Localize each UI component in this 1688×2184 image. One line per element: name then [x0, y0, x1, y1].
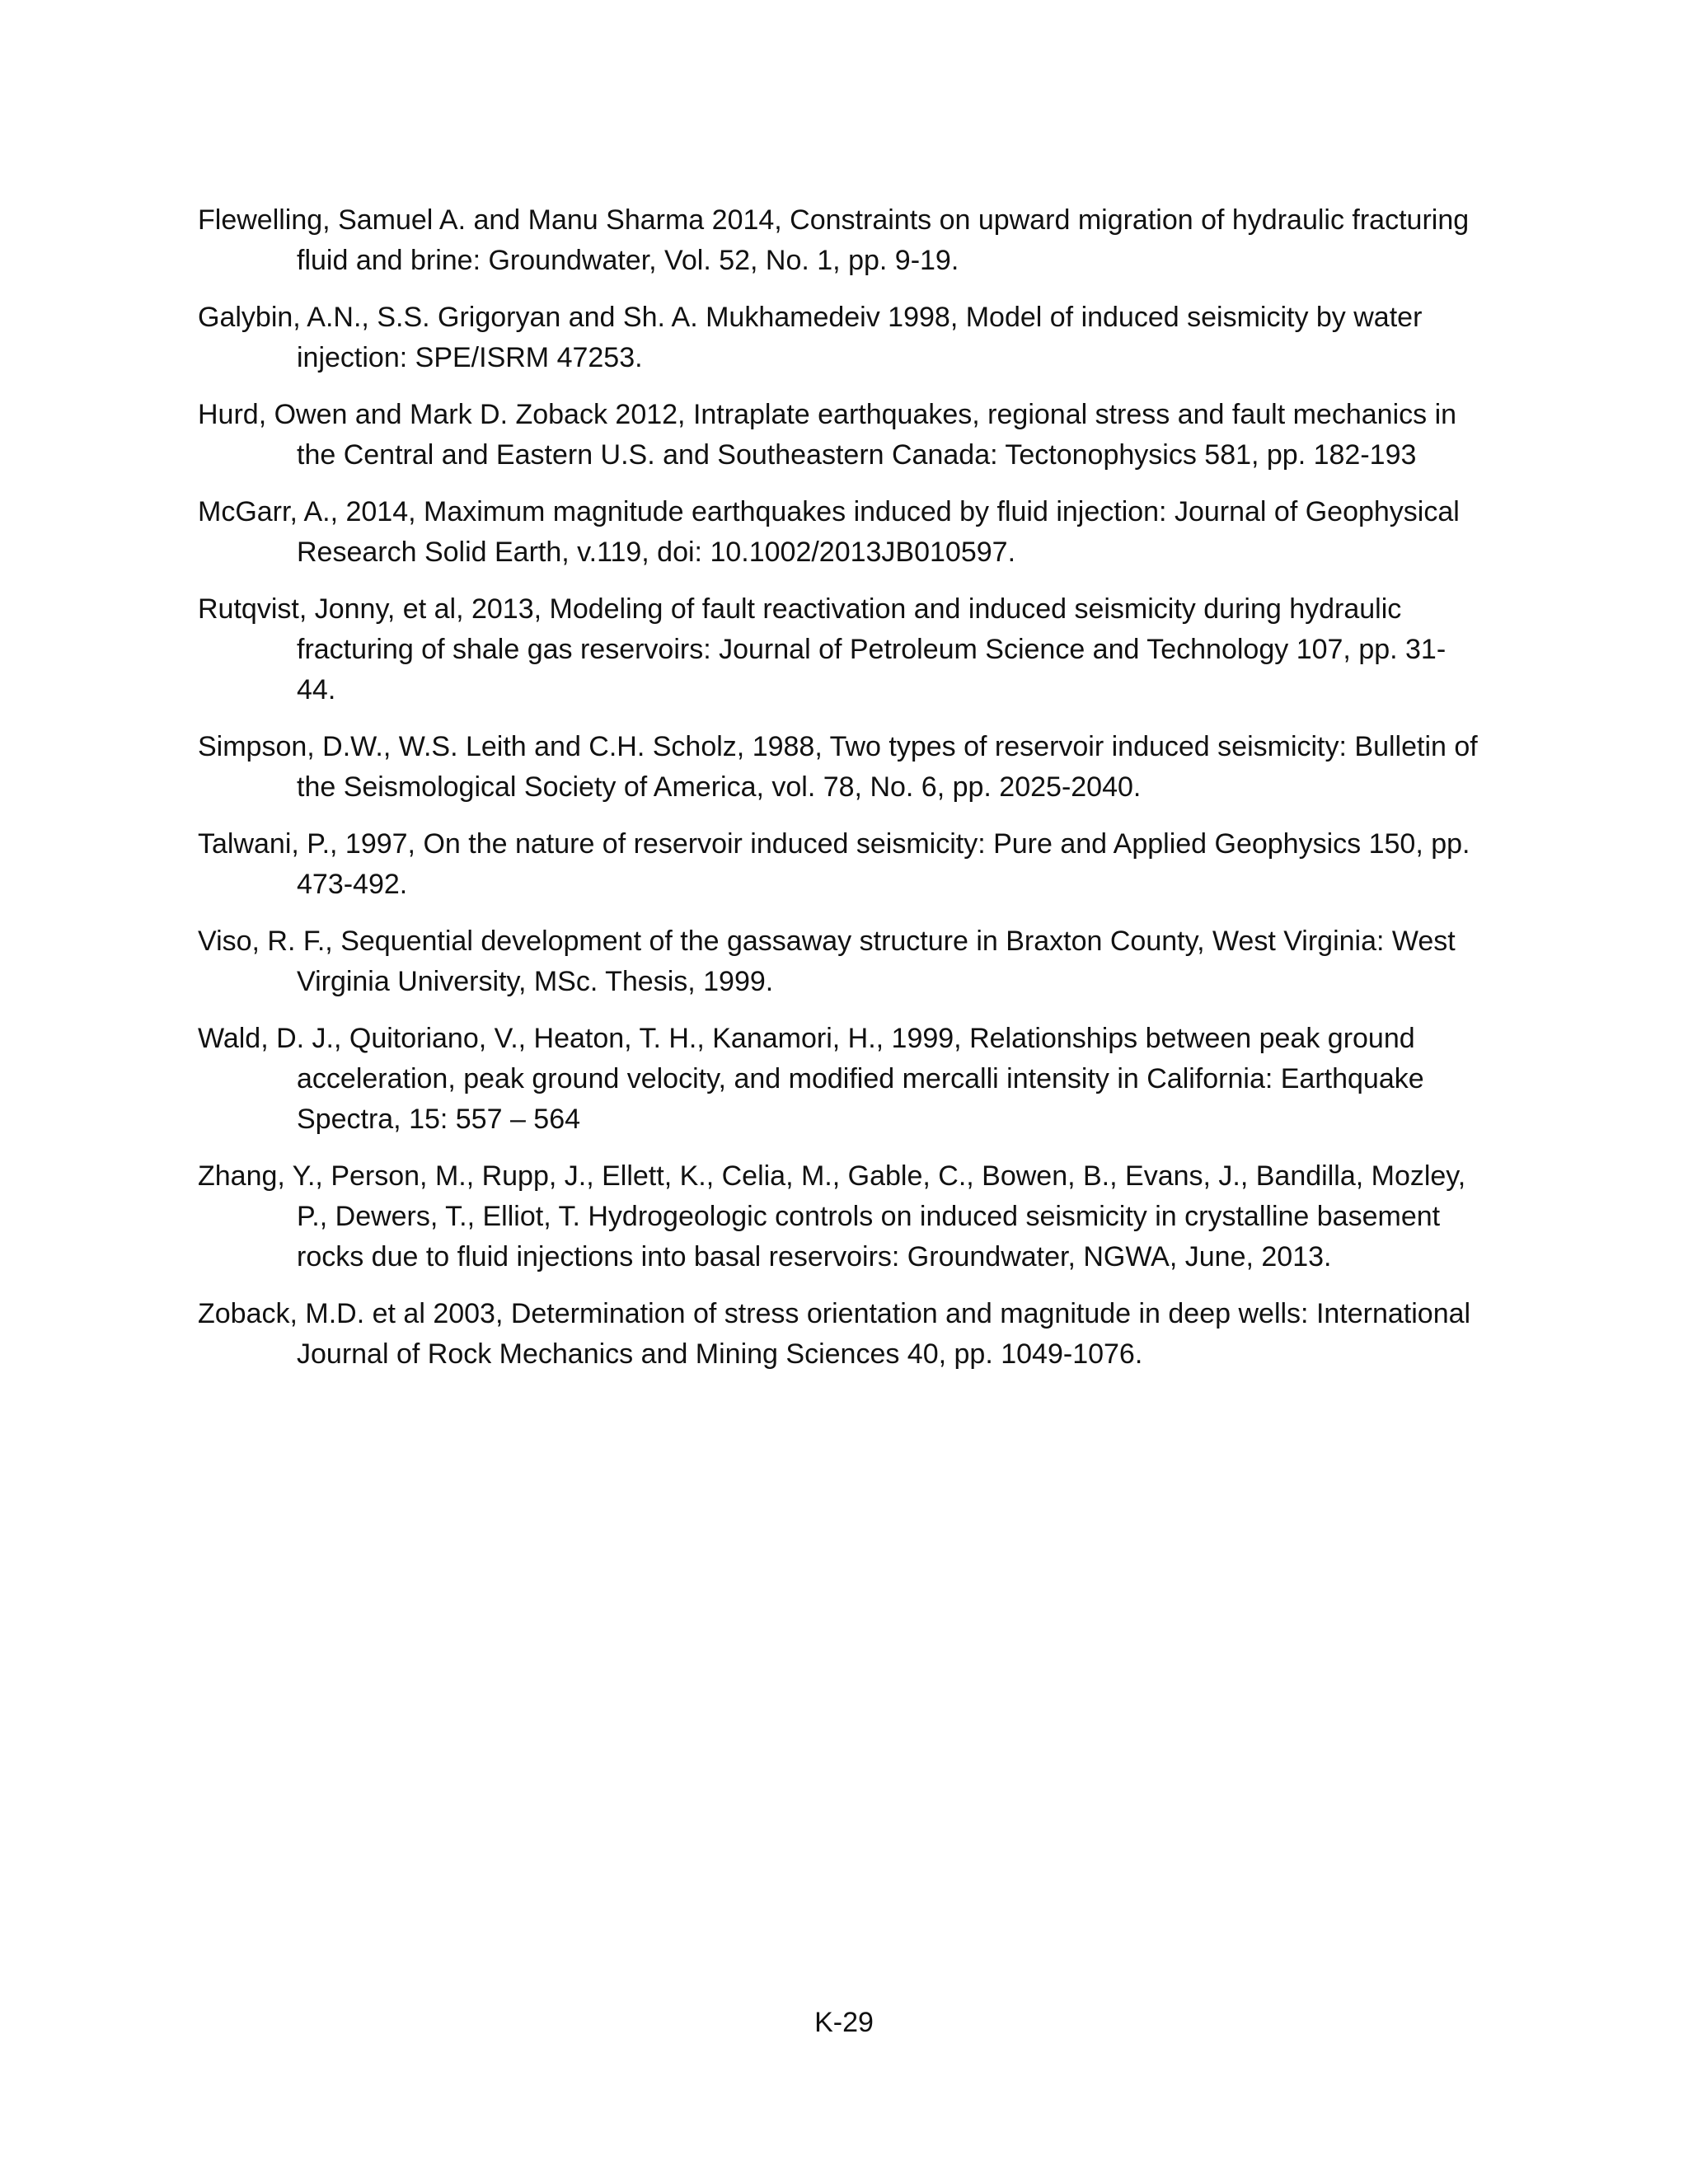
reference-simpson: Simpson, D.W., W.S. Leith and C.H. Scholz, 1988, Two types of reservoir induced seismicity: Bulletin of the Seismological Society of America, vol. 78, No. 6, pp. 2025-2040.	[198, 731, 1478, 803]
reference-flewelling: Flewelling, Samuel A. and Manu Sharma 2014, Constraints on upward migration of hydraulic fracturing fluid and brine: Groundwater, Vol. 52, No. 1, pp. 9-19.	[198, 204, 1470, 276]
page-number: K-29	[814, 2007, 874, 2038]
reference-talwani: Talwani, P., 1997, On the nature of reservoir induced seismicity: Pure and Applied Geophysics 150, pp. 473-492.	[198, 828, 1470, 900]
reference-wald: Wald, D. J., Quitoriano, V., Heaton, T. H., Kanamori, H., 1999, Relationships between peak ground acceleration, peak ground velocity, and modified mercalli intensity in California: Earthquake Spectra, 15: 557 – 564	[198, 1023, 1424, 1135]
reference-hurd: Hurd, Owen and Mark D. Zoback 2012, Intraplate earthquakes, regional stress and fault mechanics in the Central and Eastern U.S. and Southeastern Canada: Tectonophysics 581, pp. 182-193	[198, 399, 1457, 471]
reference-galybin: Galybin, A.N., S.S. Grigoryan and Sh. A. Mukhamedeiv 1998, Model of induced seismicity by water injection: SPE/ISRM 47253.	[198, 302, 1423, 373]
reference-zoback: Zoback, M.D. et al 2003, Determination of stress orientation and magnitude in deep wells: International Journal of Rock Mechanics and Mining Sciences 40, pp. 1049-1076.	[198, 1298, 1471, 1370]
reference-list	[198, 200, 1484, 1391]
reference-rutqvist: Rutqvist, Jonny, et al, 2013, Modeling of fault reactivation and induced seismicity during hydraulic fracturing of shale gas reservoirs: Journal of Petroleum Science and Technology 107, pp. 31-44.	[198, 593, 1447, 705]
reference-viso: Viso, R. F., Sequential development of the gassaway structure in Braxton County, West Virginia: West Virginia University, MSc. Thesis, 1999.	[198, 926, 1456, 997]
reference-zhang: Zhang, Y., Person, M., Rupp, J., Ellett, K., Celia, M., Gable, C., Bowen, B., Evans, J., Bandilla, Mozley, P., Dewers, T., Elliot, T. Hydrogeologic controls on induced seismicity in crystalline basement rocks due to fluid injections into basal reservoirs: Groundwater, NGWA, June, 2013.	[198, 1160, 1466, 1272]
reference-mcgarr: McGarr, A., 2014, Maximum magnitude earthquakes induced by fluid injection: Journal of Geophysical Research Solid Earth, v.119, doi: 10.1002/2013JB010597.	[198, 496, 1460, 568]
